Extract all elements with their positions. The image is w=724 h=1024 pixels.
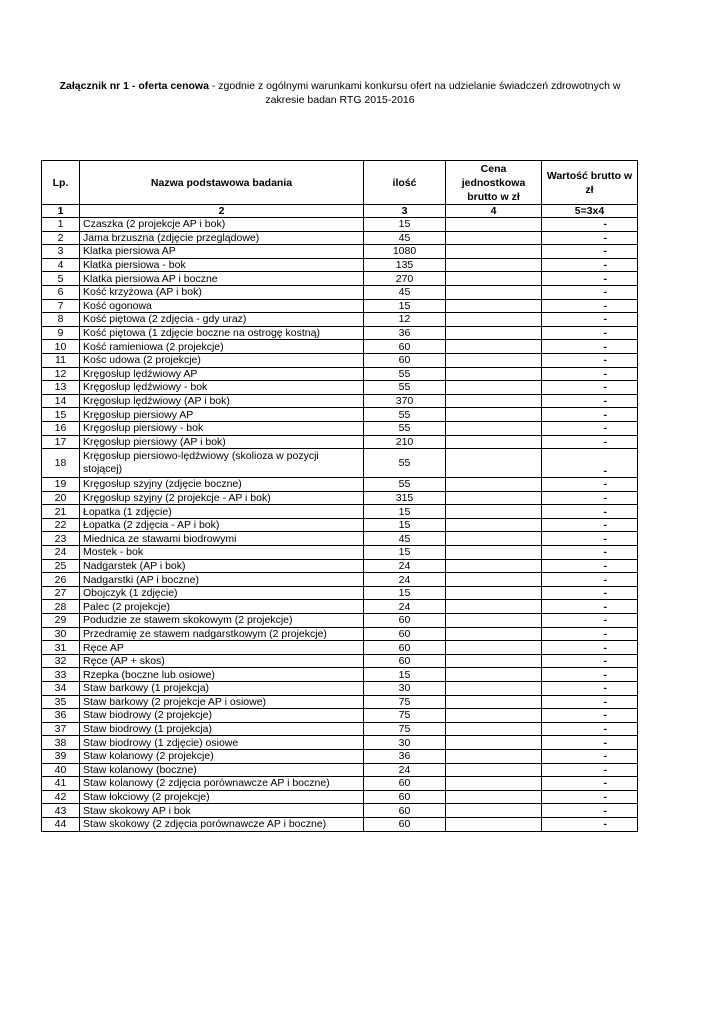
row-value: - [542,272,638,286]
row-value: - [542,340,638,354]
row-price [446,326,542,340]
row-value: - [542,491,638,505]
row-value: - [542,817,638,831]
row-lp: 2 [42,231,80,245]
table-row [42,573,638,587]
row-value: - [542,586,638,600]
row-lp: 24 [42,546,80,560]
row-value: - [542,231,638,245]
row-value: - [542,722,638,736]
row-name: Staw skokowy (2 zdjęcia porównawcze AP i boczne) [80,817,364,831]
row-qty: 75 [364,722,446,736]
row-name: Kość piętowa (1 zdjęcie boczne na ostrogę kostną) [80,326,364,340]
table-row [42,340,638,354]
row-value: - [542,546,638,560]
row-value: - [542,736,638,750]
row-lp: 3 [42,245,80,259]
row-lp: 39 [42,749,80,763]
row-lp: 42 [42,790,80,804]
row-qty: 30 [364,682,446,696]
row-price [446,600,542,614]
row-name: Staw barkowy (2 projekcje AP i osiowe) [80,695,364,709]
row-qty: 36 [364,326,446,340]
table-row [42,804,638,818]
row-value: - [542,763,638,777]
row-qty: 1080 [364,245,446,259]
table-row [42,505,638,519]
row-lp: 7 [42,299,80,313]
row-price [446,435,542,449]
row-value: - [542,695,638,709]
col-number-5: 5=3x4 [542,205,638,218]
row-price [446,749,542,763]
row-qty: 24 [364,559,446,573]
row-qty: 60 [364,353,446,367]
table-row [42,654,638,668]
table-row [42,272,638,286]
table-row [42,736,638,750]
row-value: - [542,478,638,492]
row-lp: 25 [42,559,80,573]
row-name: Podudzie ze stawem skokowym (2 projekcje) [80,614,364,628]
row-price [446,381,542,395]
row-name: Kręgosłup piersiowy - bok [80,421,364,435]
row-name: Miednica ze stawami biodrowymi [80,532,364,546]
table-row [42,421,638,435]
row-name: Ręce AP [80,641,364,655]
row-value: - [542,421,638,435]
row-price [446,641,542,655]
row-value: - [542,790,638,804]
row-value: - [542,353,638,367]
row-lp: 41 [42,777,80,791]
row-lp: 18 [42,449,80,478]
row-name: Kręgosłup piersiowo-lędźwiowy (skolioza w pozycji stojącej) [80,449,364,478]
table-row [42,435,638,449]
row-qty: 15 [364,299,446,313]
table-row [42,709,638,723]
header-row [42,161,638,205]
row-price [446,285,542,299]
col-number-4: 4 [446,205,542,218]
row-lp: 44 [42,817,80,831]
row-qty: 55 [364,478,446,492]
row-qty: 60 [364,627,446,641]
row-price [446,394,542,408]
row-name: Kręgosłup lędźwiowy AP [80,367,364,381]
col-number-2: 2 [80,205,364,218]
row-name: Kość ogonowa [80,299,364,313]
row-price [446,299,542,313]
row-lp: 5 [42,272,80,286]
row-qty: 36 [364,749,446,763]
row-lp: 15 [42,408,80,422]
row-qty: 15 [364,668,446,682]
row-name: Nadgarstki (AP i boczne) [80,573,364,587]
row-qty: 30 [364,736,446,750]
row-lp: 38 [42,736,80,750]
row-price [446,505,542,519]
row-name: Staw kolanowy (2 zdjęcia porównawcze AP i boczne) [80,777,364,791]
table-row [42,353,638,367]
row-value: - [542,218,638,232]
table-row [42,695,638,709]
row-name: Kręgosłup szyjny (zdjęcie boczne) [80,478,364,492]
row-qty: 24 [364,573,446,587]
row-lp: 6 [42,285,80,299]
row-lp: 27 [42,586,80,600]
row-lp: 43 [42,804,80,818]
col-number-1: 1 [42,205,80,218]
row-value: - [542,709,638,723]
row-value: - [542,381,638,395]
row-qty: 60 [364,804,446,818]
table-row [42,478,638,492]
row-price [446,421,542,435]
row-value: - [542,682,638,696]
row-value: - [542,614,638,628]
table-row [42,600,638,614]
row-lp: 14 [42,394,80,408]
row-value: - [542,408,638,422]
row-value: - [542,518,638,532]
row-price [446,546,542,560]
row-lp: 37 [42,722,80,736]
row-name: Obojczyk (1 zdjęcie) [80,586,364,600]
row-qty: 55 [364,381,446,395]
row-lp: 20 [42,491,80,505]
table-row [42,381,638,395]
table-row [42,668,638,682]
table-row [42,532,638,546]
row-value: - [542,394,638,408]
row-price [446,668,542,682]
row-value: - [542,299,638,313]
row-qty: 55 [364,449,446,478]
row-price [446,763,542,777]
row-value: - [542,777,638,791]
col-number-3: 3 [364,205,446,218]
row-name: Staw biodrowy (1 projekcja) [80,722,364,736]
row-qty: 60 [364,654,446,668]
row-qty: 315 [364,491,446,505]
row-name: Kręgosłup szyjny (2 projekcje - AP i bok) [80,491,364,505]
row-qty: 60 [364,340,446,354]
row-lp: 19 [42,478,80,492]
table-row [42,682,638,696]
table-row [42,313,638,327]
row-value: - [542,559,638,573]
table-row [42,749,638,763]
row-price [446,682,542,696]
row-qty: 45 [364,231,446,245]
row-lp: 36 [42,709,80,723]
row-price [446,817,542,831]
header-qty: ilość [364,161,446,205]
header-lp: Lp. [42,161,80,205]
row-name: Kręgosłup lędźwiowy - bok [80,381,364,395]
row-price [446,340,542,354]
table-row [42,614,638,628]
row-price [446,614,542,628]
row-qty: 15 [364,518,446,532]
row-price [446,777,542,791]
row-price [446,408,542,422]
row-name: Klatka piersiowa - bok [80,258,364,272]
row-lp: 1 [42,218,80,232]
row-price [446,449,542,478]
row-price [446,258,542,272]
row-lp: 22 [42,518,80,532]
row-qty: 60 [364,790,446,804]
row-qty: 135 [364,258,446,272]
row-lp: 32 [42,654,80,668]
row-name: Staw skokowy AP i bok [80,804,364,818]
row-qty: 210 [364,435,446,449]
row-price [446,804,542,818]
table-row [42,218,638,232]
row-price [446,518,542,532]
row-lp: 26 [42,573,80,587]
row-name: Kośc udowa (2 projekcje) [80,353,364,367]
row-lp: 10 [42,340,80,354]
row-lp: 30 [42,627,80,641]
table-row [42,790,638,804]
row-name: Staw kolanowy (boczne) [80,763,364,777]
row-name: Jama brzuszna (zdjęcie przeglądowe) [80,231,364,245]
table-row [42,559,638,573]
row-lp: 17 [42,435,80,449]
table-row [42,285,638,299]
row-qty: 370 [364,394,446,408]
row-qty: 60 [364,817,446,831]
row-value: - [542,749,638,763]
row-value: - [542,654,638,668]
row-qty: 45 [364,285,446,299]
row-value: - [542,326,638,340]
row-name: Kość piętowa (2 zdjęcia - gdy uraz) [80,313,364,327]
row-qty: 75 [364,695,446,709]
row-price [446,627,542,641]
row-name: Łopatka (1 zdjęcie) [80,505,364,519]
row-name: Przedramię ze stawem nadgarstkowym (2 projekcje) [80,627,364,641]
table-row [42,231,638,245]
row-qty: 15 [364,505,446,519]
row-lp: 13 [42,381,80,395]
row-qty: 60 [364,641,446,655]
row-value: - [542,285,638,299]
row-name: Staw biodrowy (1 zdjęcie) osiowe [80,736,364,750]
row-value: - [542,627,638,641]
row-qty: 15 [364,218,446,232]
row-price [446,272,542,286]
row-qty: 12 [364,313,446,327]
row-name: Nadgarstek (AP i bok) [80,559,364,573]
row-price [446,722,542,736]
row-qty: 15 [364,586,446,600]
row-lp: 33 [42,668,80,682]
header-value: Wartość brutto w zł [542,161,638,205]
row-qty: 24 [364,763,446,777]
row-price [446,736,542,750]
row-qty: 55 [364,367,446,381]
row-price [446,491,542,505]
row-price [446,313,542,327]
row-qty: 270 [364,272,446,286]
table-row [42,641,638,655]
column-number-row [42,205,638,218]
row-price [446,586,542,600]
row-name: Staw łokciowy (2 projekcje) [80,790,364,804]
table-row [42,367,638,381]
row-qty: 45 [364,532,446,546]
row-lp: 16 [42,421,80,435]
row-name: Klatka piersiowa AP [80,245,364,259]
row-value: - [542,573,638,587]
row-value: - [542,505,638,519]
row-lp: 31 [42,641,80,655]
row-qty: 55 [364,421,446,435]
row-value: - [542,258,638,272]
table-row [42,777,638,791]
table-row [42,722,638,736]
row-price [446,478,542,492]
row-lp: 23 [42,532,80,546]
row-lp: 34 [42,682,80,696]
row-lp: 4 [42,258,80,272]
row-value: - [542,313,638,327]
row-lp: 11 [42,353,80,367]
row-qty: 60 [364,777,446,791]
table-row [42,326,638,340]
table-body [42,218,638,832]
row-lp: 8 [42,313,80,327]
row-value: - [542,367,638,381]
row-name: Staw biodrowy (2 projekcje) [80,709,364,723]
row-price [446,654,542,668]
row-name: Kręgosłup piersiowy (AP i bok) [80,435,364,449]
title-bold: Załącznik nr 1 - oferta cenowa [59,80,209,92]
row-qty: 75 [364,709,446,723]
table-row [42,817,638,831]
row-value: - [542,449,638,478]
row-lp: 9 [42,326,80,340]
row-price [446,245,542,259]
table-row [42,258,638,272]
row-name: Łopatka (2 zdjęcia - AP i bok) [80,518,364,532]
row-qty: 60 [364,614,446,628]
row-name: Klatka piersiowa AP i boczne [80,272,364,286]
row-price [446,709,542,723]
table-row [42,394,638,408]
row-value: - [542,435,638,449]
row-name: Staw kolanowy (2 projekcje) [80,749,364,763]
header-name: Nazwa podstawowa badania [80,161,364,205]
row-name: Kość krzyżowa (AP i bok) [80,285,364,299]
row-lp: 40 [42,763,80,777]
row-price [446,353,542,367]
row-lp: 35 [42,695,80,709]
row-price [446,218,542,232]
row-lp: 21 [42,505,80,519]
row-price [446,695,542,709]
row-value: - [542,245,638,259]
title-rest: - zgodnie z ogólnymi warunkami konkursu ofert na udzielanie świadczeń zdrowotnych w zakresie badan RTG 2015-2016 [208,80,621,106]
row-value: - [542,600,638,614]
table-row [42,408,638,422]
document-title [40,79,640,107]
row-price [446,367,542,381]
row-name: Kość ramieniowa (2 projekcje) [80,340,364,354]
row-lp: 12 [42,367,80,381]
row-name: Kręgosłup piersiowy AP [80,408,364,422]
row-lp: 29 [42,614,80,628]
table-row [42,245,638,259]
table-row [42,518,638,532]
table-row [42,763,638,777]
table-row [42,491,638,505]
table-row [42,586,638,600]
row-lp: 28 [42,600,80,614]
row-name: Kręgosłup lędźwiowy (AP i bok) [80,394,364,408]
table-row [42,299,638,313]
row-value: - [542,804,638,818]
row-price [446,532,542,546]
row-name: Rzepka (boczne lub osiowe) [80,668,364,682]
row-price [446,573,542,587]
row-value: - [542,668,638,682]
header-price: Cena jednostkowa brutto w zł [446,161,542,205]
row-name: Czaszka (2 projekcje AP i bok) [80,218,364,232]
row-name: Mostek - bok [80,546,364,560]
row-qty: 55 [364,408,446,422]
row-name: Ręce (AP + skos) [80,654,364,668]
row-name: Staw barkowy (1 projekcja) [80,682,364,696]
row-value: - [542,532,638,546]
row-price [446,790,542,804]
row-qty: 24 [364,600,446,614]
table-row [42,627,638,641]
table-row [42,546,638,560]
table-row [42,449,638,478]
price-offer-table [41,160,638,832]
row-price [446,559,542,573]
row-qty: 15 [364,546,446,560]
row-value: - [542,641,638,655]
row-name: Palec (2 projekcje) [80,600,364,614]
row-price [446,231,542,245]
